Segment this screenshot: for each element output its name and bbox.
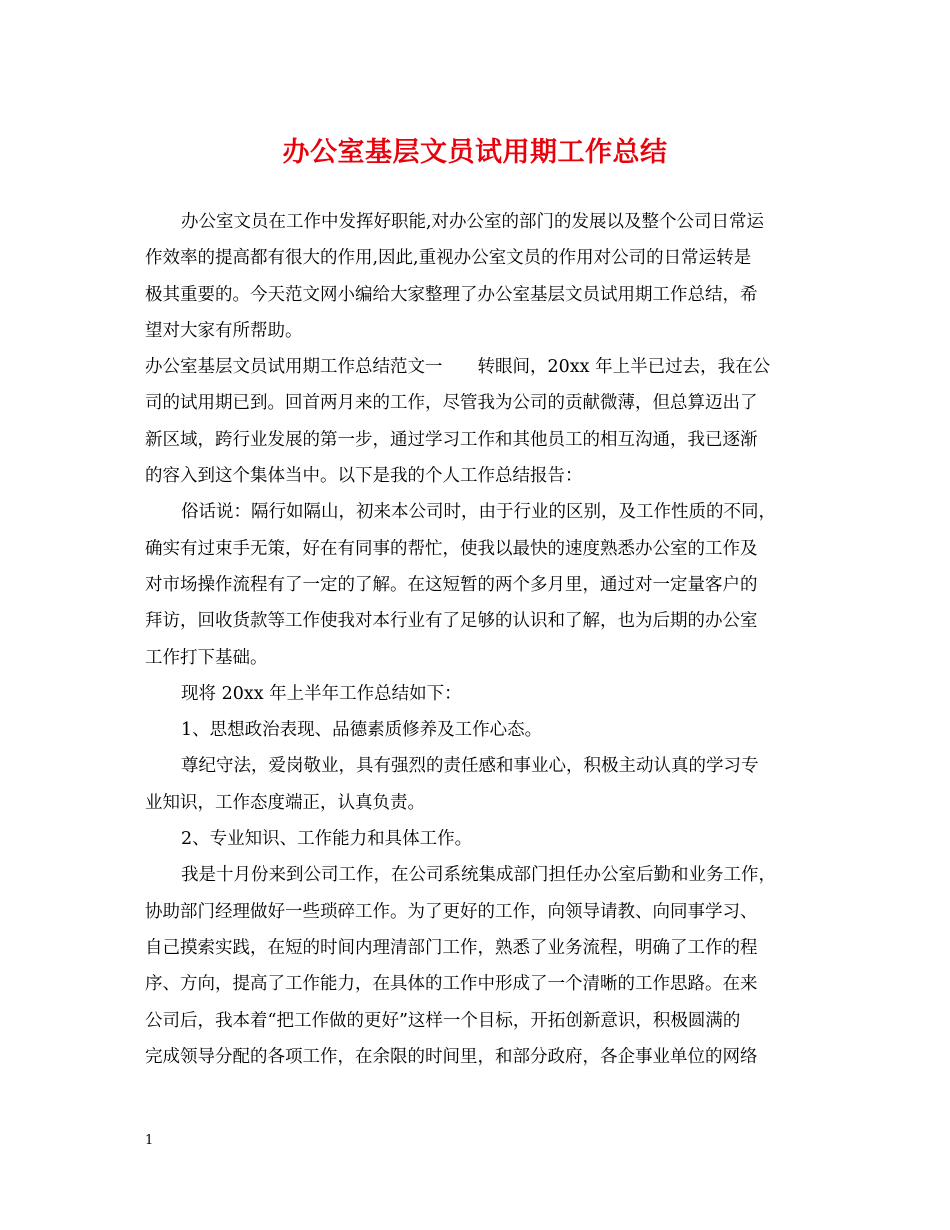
text-line: 司的试用期已到。回首两月来的工作，尽管我为公司的贡献微薄，但总算迈出了 bbox=[145, 393, 758, 414]
text-line: 确实有过束手无策，好在有同事的帮忙，使我以最快的速度熟悉办公室的工作及 bbox=[145, 538, 758, 559]
document-title: 办公室基层文员试用期工作总结 bbox=[282, 137, 668, 168]
text-line: 极其重要的。今天范文网小编给大家整理了办公室基层文员试用期工作总结，希 bbox=[145, 284, 758, 305]
text-line: 的容入到这个集体当中。以下是我的个人工作总结报告： bbox=[145, 466, 583, 487]
text-line: 尊纪守法，爱岗敬业，具有强烈的责任感和事业心，积极主动认真的学习专 bbox=[181, 756, 759, 777]
text-line: 完成领导分配的各项工作，在余限的时间里，和部分政府，各企事业单位的网络 bbox=[145, 1046, 758, 1067]
text-line: 1、思想政治表现、品德素质修养及工作心态。 bbox=[181, 720, 543, 741]
text-line: 办公室文员在工作中发挥好职能,对办公室的部门的发展以及整个公司日常运 bbox=[181, 212, 765, 232]
text-line: 工作打下基础。 bbox=[145, 647, 268, 668]
page-number: 1 bbox=[145, 1133, 154, 1148]
text-line: 自己摸索实践，在短的时间内理清部门工作，熟悉了业务流程，明确了工作的程 bbox=[145, 937, 758, 958]
text-line: 对市场操作流程有了一定的了解。在这短暂的两个多月里，通过对一定量客户的 bbox=[145, 574, 758, 595]
text-line: 俗话说：隔行如隔山，初来本公司时，由于行业的区别，及工作性质的不同， bbox=[181, 502, 776, 523]
text-line: 我是十月份来到公司工作，在公司系统集成部门担任办公室后勤和业务工作， bbox=[181, 865, 776, 886]
text-line: 作效率的提高都有很大的作用,因此,重视办公室文员的作用对公司的日常运转是 bbox=[145, 248, 752, 269]
text-line: 序、方向，提高了工作能力，在具体的工作中形成了一个清晰的工作思路。在来 bbox=[145, 974, 758, 995]
text-line: 现将 20xx 年上半年工作总结如下： bbox=[181, 683, 462, 704]
text-line: 望对大家有所帮助。 bbox=[145, 320, 303, 341]
text-line: 业知识，工作态度端正，认真负责。 bbox=[145, 792, 425, 813]
text-line: 公司后，我本着“把工作做的更好”这样一个目标，开拓创新意识，积极圆满的 bbox=[145, 1010, 741, 1031]
document-body bbox=[145, 204, 805, 1075]
text-line: 2、专业知识、工作能力和具体工作。 bbox=[181, 829, 473, 850]
text-line: 新区域，跨行业发展的第一步，通过学习工作和其他员工的相互沟通，我已逐渐 bbox=[145, 429, 758, 450]
text-line: 拜访，回收货款等工作使我对本行业有了足够的认识和了解，也为后期的办公室 bbox=[145, 611, 758, 632]
text-line: 办公室基层文员试用期工作总结范文一 转眼间，20xx 年上半已过去，我在公 bbox=[145, 357, 771, 378]
text-line: 协助部门经理做好一些琐碎工作。为了更好的工作，向领导请教、向同事学习、 bbox=[145, 901, 758, 922]
